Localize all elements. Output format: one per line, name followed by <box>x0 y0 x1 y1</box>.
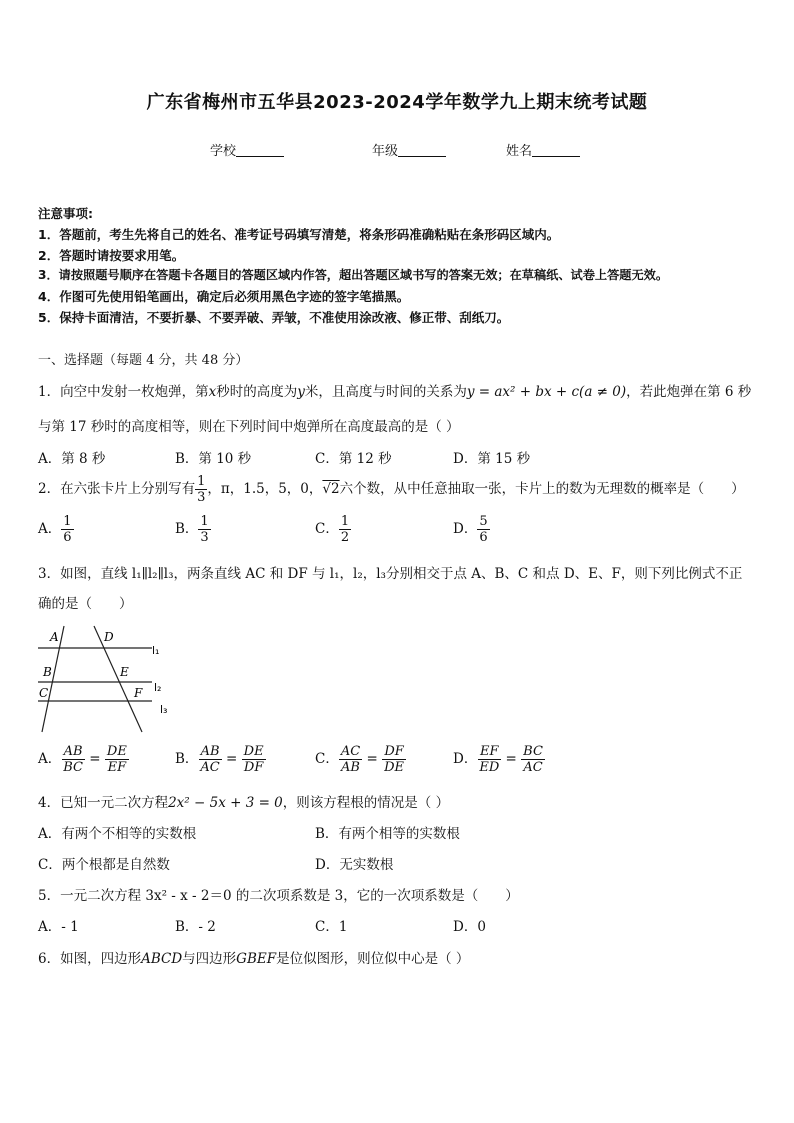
question-3-line-1: 3．如图，直线 l₁∥l₂∥l₃，两条直线 AC 和 DF 与 l₁，l₂，l₃分别相交于点 A、B、C 和点 D、E、F，则下列比例式不正 <box>38 566 743 582</box>
q2-option-c[interactable]: C． $\frac{1}{2}$ <box>315 514 350 545</box>
school-blank[interactable] <box>236 144 284 157</box>
q2-text: ，π，1.5，5，0， <box>207 481 323 497</box>
name-label: 姓名 <box>506 144 533 159</box>
section-heading: 一、选择题（每题 4 分，共 48 分） <box>38 353 249 368</box>
q2-fraction: $\frac{1}{3}$ <box>197 474 206 505</box>
point-b-label: B <box>43 665 52 679</box>
q2-option-a[interactable]: A． $\frac{1}{6}$ <box>38 514 72 545</box>
q2-text: 六个数，从中任意抽取一张，卡片上的数为无理数的概率是（ ） <box>339 481 745 497</box>
q4-option-b[interactable]: B．有两个相等的实数根 <box>315 826 460 842</box>
q1-option-d[interactable]: D．第 15 秒 <box>453 451 531 467</box>
q3-option-d[interactable]: D． $\frac{EF}{ED}$ = $\frac{BC}{AC}$ <box>453 744 543 775</box>
q4-option-c[interactable]: C．两个根都是自然数 <box>38 857 170 873</box>
note-item: 3．请按照题号顺序在答题卡各题目的答题区域内作答，超出答题区域书写的答案无效；在草稿纸、试卷上答题无效。 <box>38 268 669 282</box>
q2-sqrt: √2 <box>322 481 340 497</box>
q6-quad-abcd: ABCD <box>141 951 183 967</box>
q1-text: 1．向空中发射一枚炮弹，第 <box>38 384 209 400</box>
q6-text: 6．如图，四边形 <box>38 951 142 967</box>
q2-text: 2．在六张卡片上分别写有 <box>38 481 196 497</box>
q1-text: 米，且高度与时间的关系为 <box>304 384 467 400</box>
q2-option-b[interactable]: B． $\frac{1}{3}$ <box>175 514 209 545</box>
note-item: 5．保持卡面清洁，不要折暴、不要弄破、弄皱，不准使用涂改液、修正带、刮纸刀。 <box>38 310 510 325</box>
grade-blank[interactable] <box>398 144 446 157</box>
q3-option-a[interactable]: A． $\frac{AB}{BC}$ = $\frac{DE}{EF}$ <box>38 744 127 775</box>
q1-text: 秒时的高度为 <box>216 384 298 400</box>
point-d-label: D <box>104 630 114 644</box>
point-e-label: E <box>120 665 129 679</box>
point-c-label: C <box>39 686 49 700</box>
line-l3-label: l₃ <box>160 703 168 716</box>
school-label: 学校 <box>210 144 237 159</box>
question-4 <box>38 791 449 811</box>
name-field[interactable] <box>506 140 580 159</box>
q5-option-d[interactable]: D．0 <box>453 919 486 935</box>
q1-formula: y = ax² + bx + c(a ≠ 0) <box>466 384 627 400</box>
q4-text: 4．已知一元二次方程 <box>38 795 169 811</box>
q4-option-a[interactable]: A．有两个不相等的实数根 <box>38 826 197 842</box>
question-6 <box>38 947 469 967</box>
grade-label: 年级 <box>372 144 399 159</box>
note-item: 4．作图可先使用铅笔画出，确定后必须用黑色字迹的签字笔描黑。 <box>38 289 410 304</box>
q5-option-c[interactable]: C．1 <box>315 919 348 935</box>
q5-option-a[interactable]: A．- 1 <box>38 919 79 935</box>
q4-text: ，则该方程根的情况是（ ） <box>282 795 450 811</box>
point-a-label: A <box>50 630 59 644</box>
q4-option-d[interactable]: D．无实数根 <box>315 857 394 873</box>
q3-option-c[interactable]: C． $\frac{AC}{AB}$ = $\frac{DF}{DE}$ <box>315 744 405 775</box>
q4-formula: 2x² − 5x + 3 = 0 <box>168 795 283 811</box>
grade-field[interactable] <box>372 140 446 159</box>
notes-heading: 注意事项: <box>38 206 93 221</box>
q6-text: 与四边形 <box>182 951 237 967</box>
q1-option-b[interactable]: B．第 10 秒 <box>175 451 252 467</box>
page-title: 广东省梅州市五华县2023-2024学年数学九上期末统考试题 <box>146 92 648 113</box>
line-l2-label: l₂ <box>154 681 162 694</box>
q1-option-a[interactable]: A．第 8 秒 <box>38 451 106 467</box>
note-item: 2．答题时请按要求用笔。 <box>38 248 185 263</box>
q6-quad-gbef: GBEF <box>236 951 277 967</box>
q2-option-d[interactable]: D． $\frac{5}{6}$ <box>453 514 488 545</box>
question-2 <box>38 474 745 505</box>
note-item: 1．答题前，考生先将自己的姓名、准考证号码填写清楚，将条形码准确粘贴在条形码区域内。 <box>38 227 560 242</box>
question-5: 5．一元二次方程 3x² - x - 2＝0 的二次项系数是 3，它的一次项系数是（ ） <box>38 888 519 904</box>
q1-var-y: y <box>297 384 305 400</box>
q1-var-x: x <box>208 384 217 400</box>
q1-option-c[interactable]: C．第 12 秒 <box>315 451 392 467</box>
q6-text: 是位似图形，则位似中心是（ ） <box>276 951 470 967</box>
q1-text: ，若此炮弹在第 6 秒 <box>626 384 752 400</box>
q5-option-b[interactable]: B．- 2 <box>175 919 216 935</box>
question-3-line-2: 确的是（ ） <box>38 596 133 612</box>
question-1-line-1 <box>38 380 751 400</box>
school-field[interactable] <box>210 140 284 159</box>
line-l1-label: l₁ <box>152 644 160 657</box>
q3-option-b[interactable]: B． $\frac{AB}{AC}$ = $\frac{DE}{DF}$ <box>175 744 264 775</box>
parallel-lines-figure <box>34 624 174 734</box>
name-blank[interactable] <box>532 144 580 157</box>
question-1-line-2: 与第 17 秒时的高度相等，则在下列时间中炮弹所在高度最高的是（ ） <box>38 419 460 435</box>
point-f-label: F <box>134 686 143 700</box>
